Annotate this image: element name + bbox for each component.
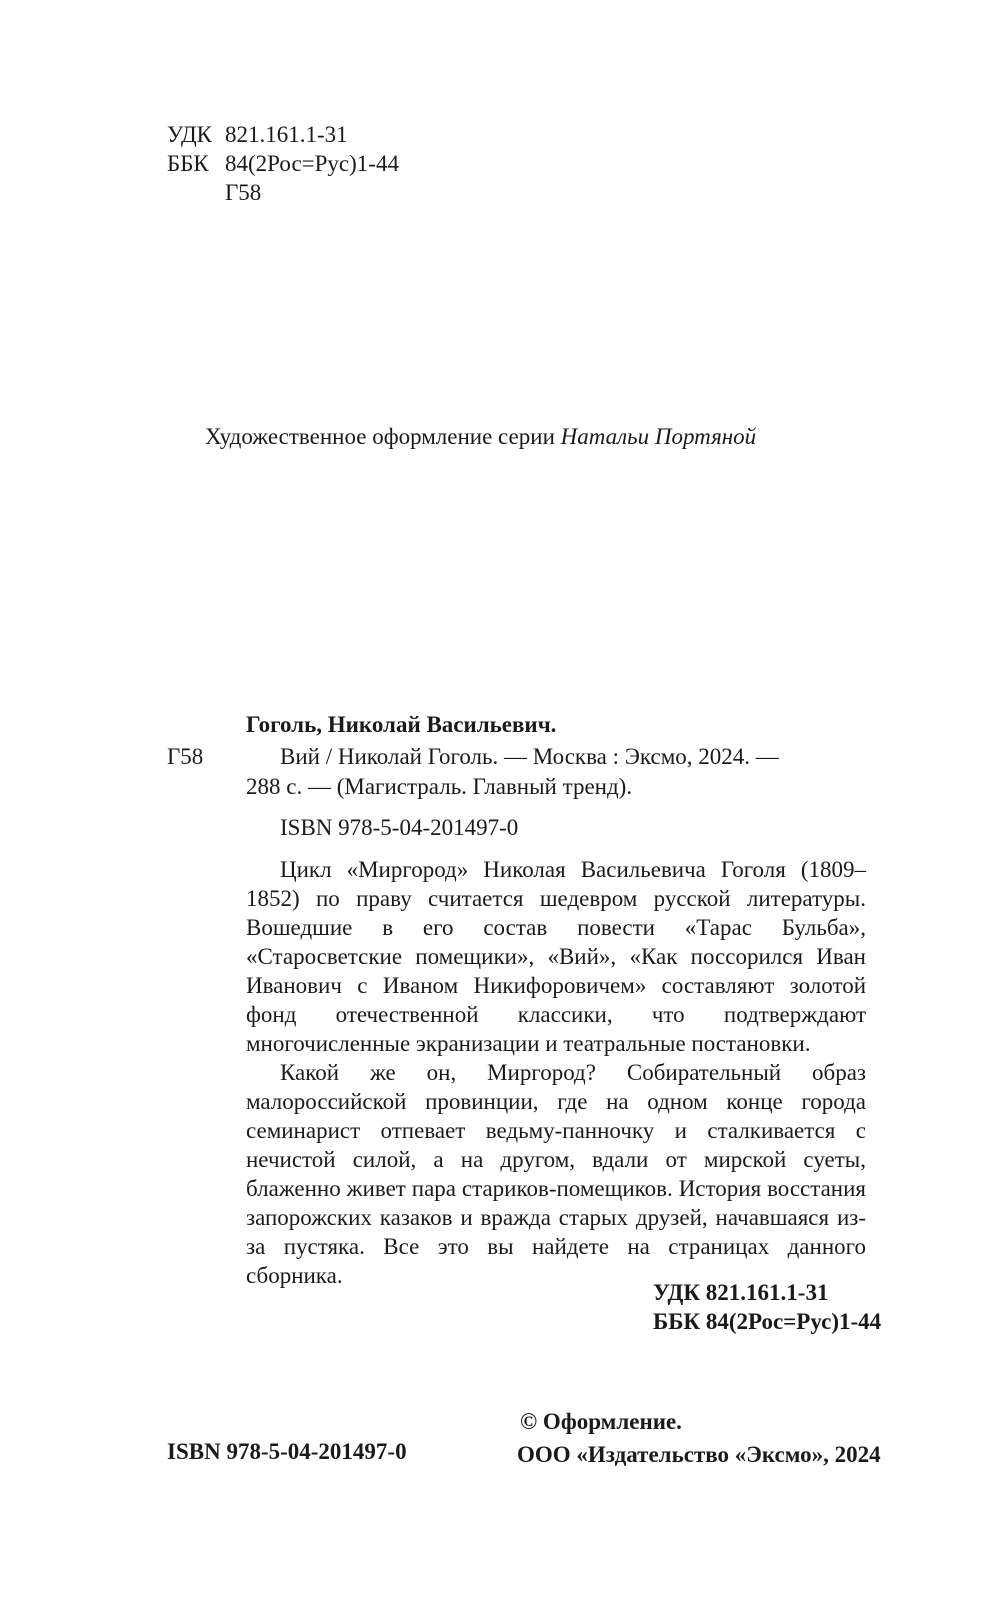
- annotation-paragraph-2: Какой же он, Миргород? Собирательный образ малороссийской провинции, где на одном конце города семинарист отпевает ведьму-панночку и сталкивается с нечистой силой, а на другом, вдали от мирской суеты, блаженно живет пара стариков-помещиков. История восстания запорожских казаков и вражда старых друзей, начавшаяся из-за пустяка. Все это вы найдете на страницах данного сборника.: [246, 1060, 866, 1288]
- annotation: [246, 855, 866, 1290]
- copyright-line-1: © Оформление.: [520, 1409, 682, 1434]
- copyright: [517, 1405, 881, 1471]
- udc-label: УДК: [167, 122, 212, 147]
- bbk-value: 84(2Рос=Рус)1-44: [225, 151, 399, 176]
- author-heading: Гоголь, Николай Васильевич.: [246, 712, 557, 737]
- author-mark-top: Г58: [225, 180, 262, 205]
- udc-row: [167, 120, 348, 149]
- title-line-1: Вий / Николай Гоголь. — Москва : Эксмо, 2024. —: [280, 744, 779, 769]
- copyright-line-2: ООО «Издательство «Эксмо», 2024: [517, 1442, 881, 1467]
- designer-name: Натальи Портяной: [560, 424, 757, 449]
- bbk-label: ББК: [167, 151, 209, 176]
- udc-bottom: УДК 821.161.1-31: [653, 1280, 829, 1305]
- bbk-row: [167, 149, 399, 178]
- isbn-footer: ISBN 978-5-04-201497-0: [167, 1439, 407, 1464]
- udc-value: 821.161.1-31: [225, 122, 348, 147]
- bbk-bottom: ББК 84(2Рос=Рус)1-44: [653, 1309, 882, 1334]
- isbn-record: ISBN 978-5-04-201497-0: [280, 815, 519, 840]
- design-credit-prefix: Художественное оформление серии: [205, 424, 561, 449]
- author-mark: Г58: [167, 744, 204, 769]
- classification-bottom: [653, 1278, 881, 1336]
- annotation-paragraph-1: Цикл «Миргород» Николая Васильевича Гоголя (1809–1852) по праву считается шедевром русской литературы. Вошедшие в его состав повести «Тарас Бульба», «Старосветские помещики», «Вий», «Как поссорился Иван Иванович с Иваном Никифоровичем» составляют золотой фонд отечественной классики, что подтверждают многочисленные экранизации и театральные постановки.: [246, 857, 866, 1056]
- design-credit: [205, 422, 756, 451]
- title-line-2: 288 с. — (Магистраль. Главный тренд).: [246, 774, 633, 799]
